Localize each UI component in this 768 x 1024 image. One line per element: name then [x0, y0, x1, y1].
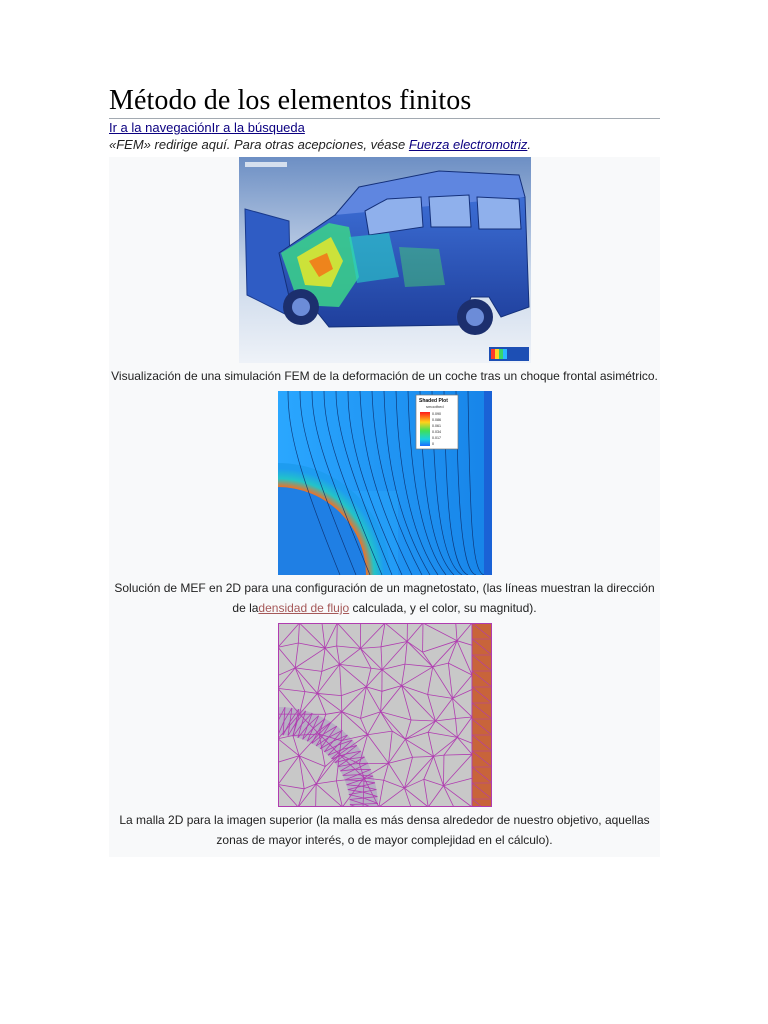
- hatnote-link[interactable]: Fuerza electromotriz: [408, 137, 528, 152]
- jump-to-search-link[interactable]: Ir a la búsqueda: [211, 120, 305, 135]
- hatnote-suffix: .: [527, 137, 531, 152]
- figure-caption: La malla 2D para la imagen superior (la malla es más densa alrededor de nuestro objetivo, aquellas zonas de mayor interés, o de mayor complejidad en el cálculo).: [119, 813, 650, 847]
- caption-text: Solución de MEF en 2D para una configuración de un magnetostato, (las líneas muestran la dirección de la: [114, 581, 655, 615]
- legend-title: Shaded Plot: [418, 398, 448, 404]
- figure-magnetostatic: [109, 391, 660, 623]
- magnetostatic-solution-image[interactable]: [278, 391, 492, 575]
- jump-to-navigation-link[interactable]: Ir a la navegación: [109, 120, 212, 135]
- legend-value: 0.086: [431, 418, 441, 422]
- figure-caption: Visualización de una simulación FEM de la deformación de un coche tras un choque frontal asimétrico.: [111, 369, 658, 383]
- figure-caption: [109, 575, 660, 623]
- figure-car-crash: [109, 157, 660, 391]
- figure-mesh: [109, 623, 660, 855]
- article: [109, 84, 660, 857]
- legend-subtitle: smoothed: [425, 404, 444, 409]
- legend-value: 0.034: [431, 430, 441, 434]
- car-crash-simulation-image[interactable]: [239, 157, 531, 363]
- page-title: Método de los elementos finitos: [109, 84, 660, 119]
- figure-gallery: [109, 157, 660, 857]
- legend-value: 0: [431, 442, 434, 446]
- caption-text-end: calculada, y el color, su magnitud).: [349, 601, 537, 615]
- hatnote-prefix: «FEM» redirige aquí. Para otras acepciones, véase: [109, 137, 409, 152]
- legend-value: 0.017: [431, 436, 441, 440]
- triangular-mesh-image[interactable]: [278, 623, 492, 807]
- flux-density-link[interactable]: densidad de flujo: [258, 601, 350, 615]
- jump-links: [109, 120, 660, 136]
- legend-value: 0.061: [431, 424, 441, 428]
- hatnote: [109, 136, 660, 153]
- legend-value: 0.090: [431, 412, 441, 416]
